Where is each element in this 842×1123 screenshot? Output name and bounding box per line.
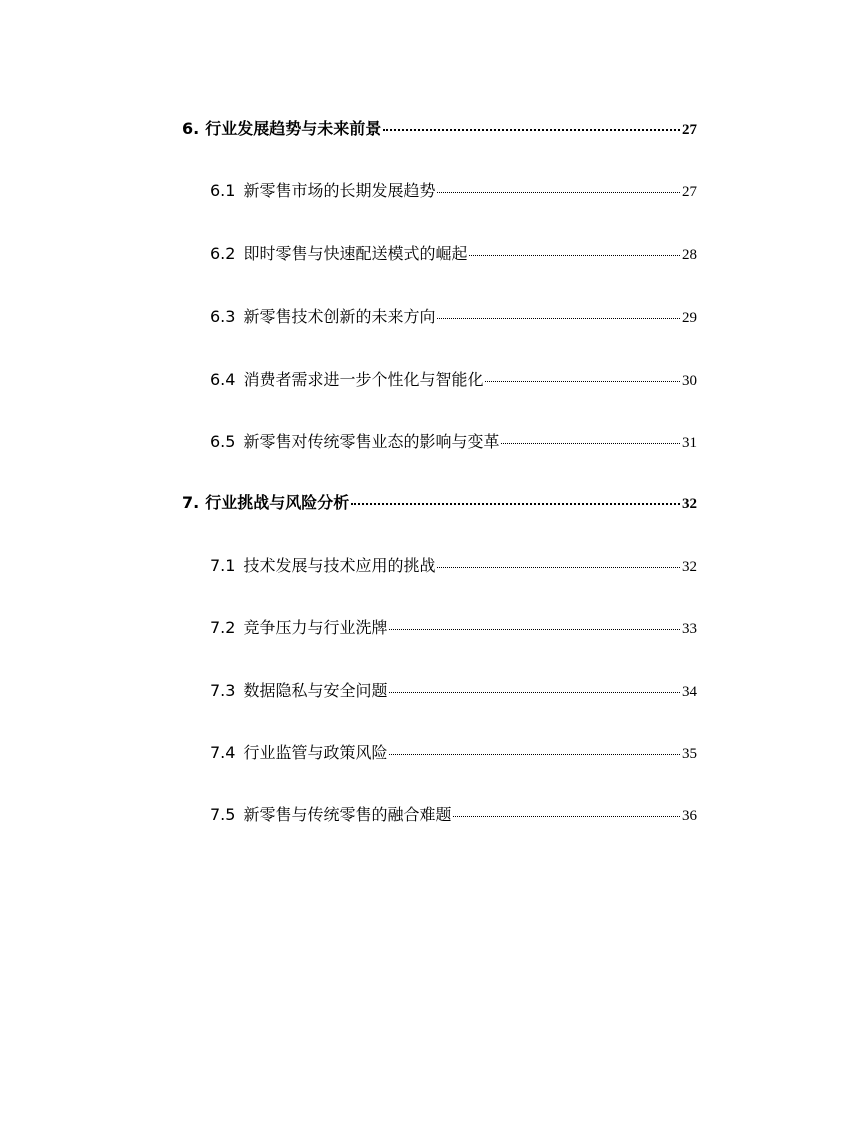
- toc-entry-section-6-5[interactable]: [210, 429, 697, 455]
- toc-entry-title: 7. 行业挑战与风险分析: [182, 493, 350, 512]
- toc-page-number: 35: [682, 746, 697, 762]
- toc-leader-dots: [383, 129, 680, 131]
- toc-entry-title: 6.3 新零售技术创新的未来方向: [210, 307, 436, 326]
- toc-page-number: 29: [682, 310, 697, 326]
- toc-page-number: 27: [682, 122, 697, 138]
- toc-leader-dots: [351, 503, 680, 505]
- toc-entry-section-6-4[interactable]: [210, 367, 697, 393]
- toc-page-number: 28: [682, 247, 697, 263]
- toc-entry-chapter-6[interactable]: [182, 116, 697, 142]
- toc-leader-dots: [437, 567, 680, 568]
- toc-leader-dots: [501, 443, 680, 444]
- toc-entry-title: 6.2 即时零售与快速配送模式的崛起: [210, 244, 468, 263]
- toc-entry-section-7-2[interactable]: [210, 615, 697, 641]
- toc-entry-section-7-3[interactable]: [210, 678, 697, 704]
- toc-entry-chapter-7[interactable]: [182, 490, 697, 516]
- toc-entry-title: 6.4 消费者需求进一步个性化与智能化: [210, 370, 484, 389]
- toc-entry-title: 7.1 技术发展与技术应用的挑战: [210, 556, 436, 575]
- toc-entry-title: 7.4 行业监管与政策风险: [210, 743, 388, 762]
- toc-entry-title: 7.3 数据隐私与安全问题: [210, 681, 388, 700]
- toc-entry-title: 6.5 新零售对传统零售业态的影响与变革: [210, 432, 500, 451]
- toc-entry-section-6-3[interactable]: [210, 304, 697, 330]
- toc-leader-dots: [437, 192, 680, 193]
- toc-leader-dots: [389, 692, 680, 693]
- toc-page-number: 32: [682, 496, 697, 512]
- toc-leader-dots: [485, 381, 680, 382]
- toc-leader-dots: [389, 629, 680, 630]
- toc-entry-title: 7.2 竞争压力与行业洗牌: [210, 618, 388, 637]
- toc-leader-dots: [453, 816, 680, 817]
- toc-entry-title: 6.1 新零售市场的长期发展趋势: [210, 181, 436, 200]
- toc-entry-section-7-1[interactable]: [210, 553, 697, 579]
- toc-page-number: 34: [682, 684, 697, 700]
- toc-entry-section-7-5[interactable]: [210, 802, 697, 828]
- toc-entry-section-6-1[interactable]: [210, 178, 697, 204]
- toc-entry-title: 7.5 新零售与传统零售的融合难题: [210, 805, 452, 824]
- toc-entry-section-7-4[interactable]: [210, 740, 697, 766]
- toc-leader-dots: [469, 255, 680, 256]
- toc-page-number: 32: [682, 559, 697, 575]
- toc-page-number: 36: [682, 808, 697, 824]
- toc-leader-dots: [389, 754, 680, 755]
- toc-entry-section-6-2[interactable]: [210, 241, 697, 267]
- toc-entry-title: 6. 行业发展趋势与未来前景: [182, 119, 382, 138]
- toc-page-number: 31: [682, 435, 697, 451]
- toc-page-number: 27: [682, 184, 697, 200]
- toc-leader-dots: [437, 318, 680, 319]
- toc-page-number: 33: [682, 621, 697, 637]
- toc-page-number: 30: [682, 373, 697, 389]
